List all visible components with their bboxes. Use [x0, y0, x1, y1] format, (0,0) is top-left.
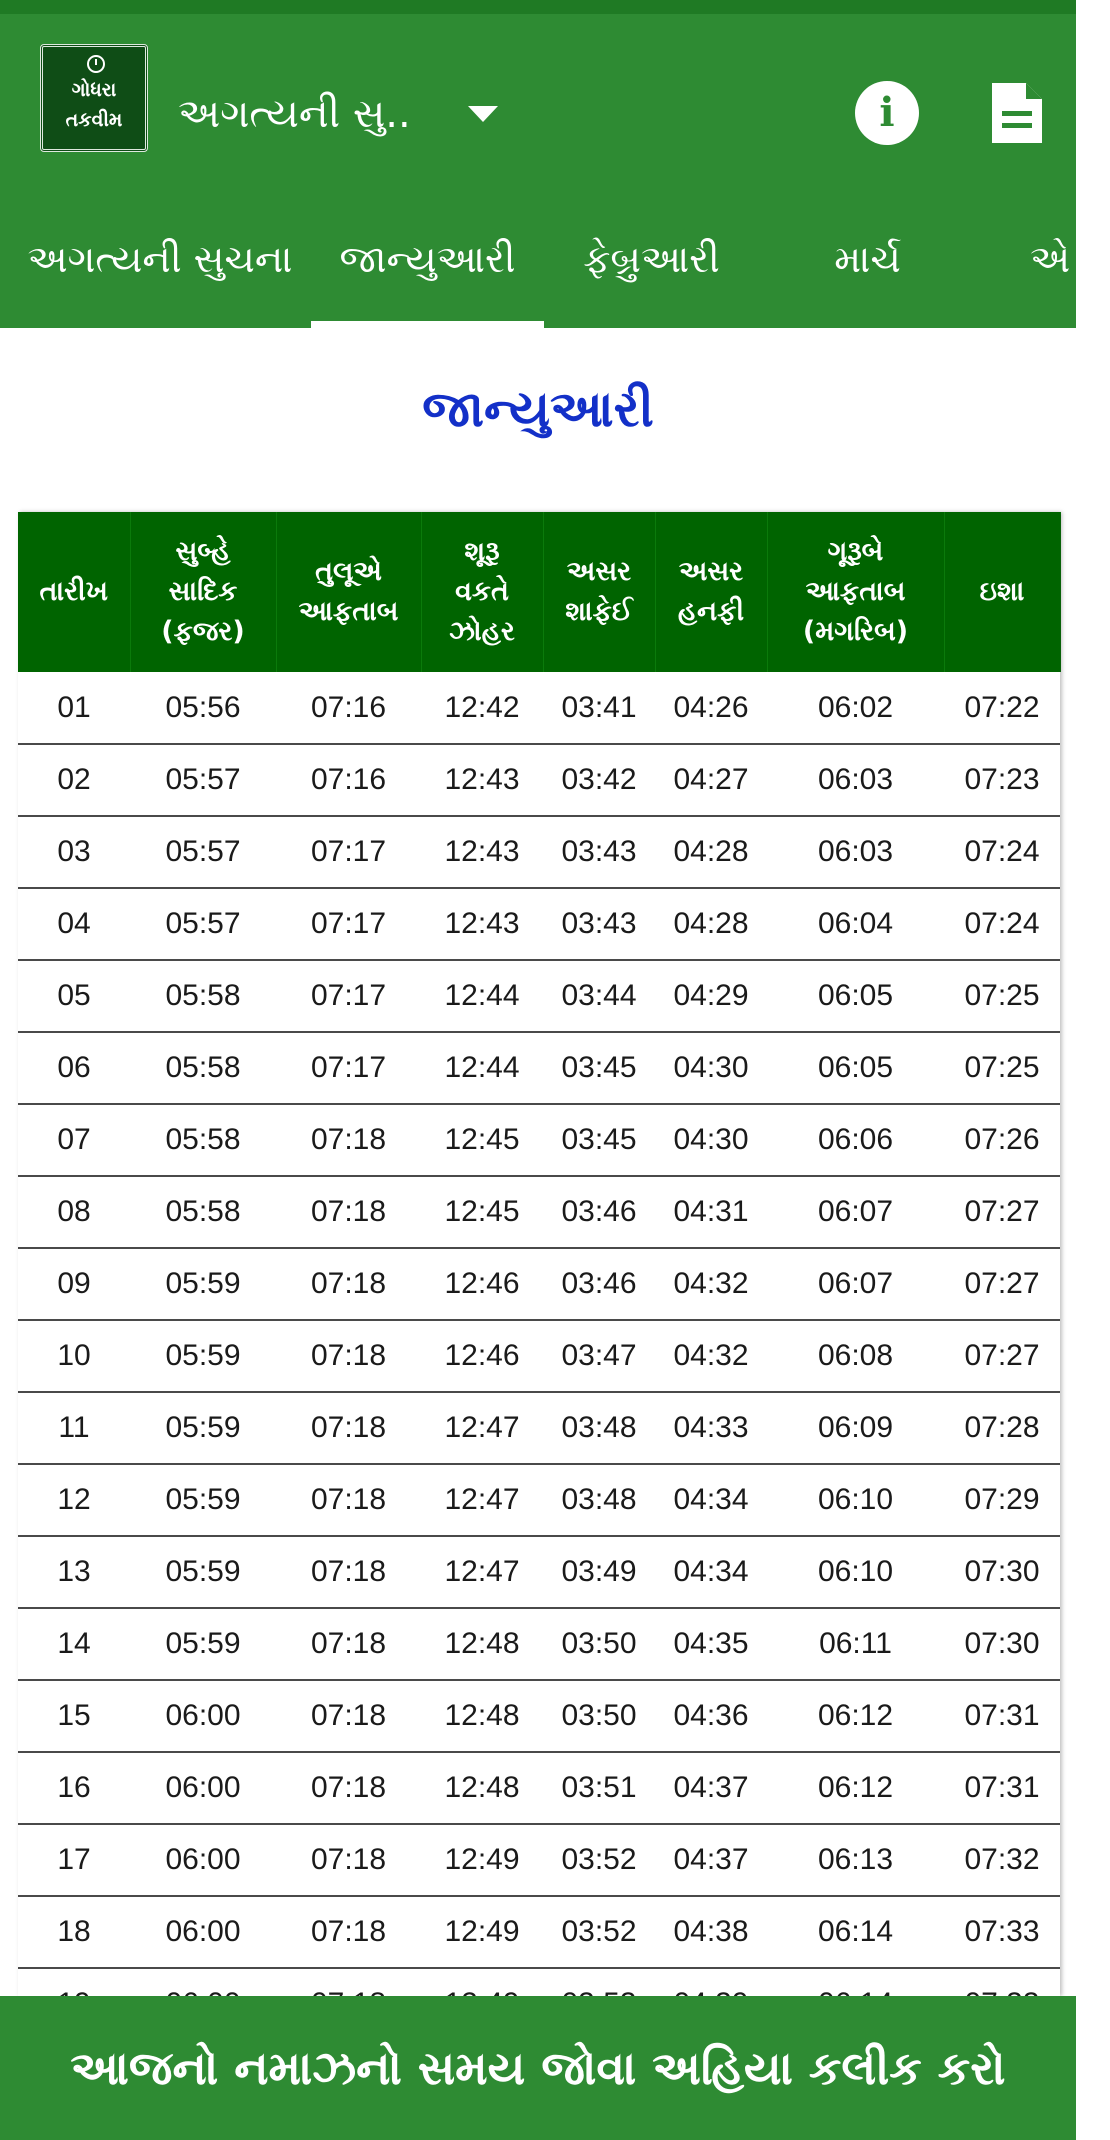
- table-cell: 03:52: [543, 1824, 655, 1896]
- table-cell: 07:18: [276, 1176, 421, 1248]
- table-cell: 07:17: [276, 960, 421, 1032]
- table-cell: 03:45: [543, 1104, 655, 1176]
- tab-april-partial[interactable]: એ: [1030, 237, 1071, 281]
- table-row: [18, 888, 1060, 960]
- table-cell: 03:46: [543, 1176, 655, 1248]
- column-header: શૂરૂ વકતે ઝોહર: [421, 512, 543, 672]
- table-cell: 06:08: [767, 1320, 944, 1392]
- table-row: [18, 1752, 1060, 1824]
- table-cell: 06:04: [767, 888, 944, 960]
- table-cell: 07:23: [944, 744, 1060, 816]
- table-cell: 12:48: [421, 1752, 543, 1824]
- table-row: [18, 1824, 1060, 1896]
- table-cell: 07:17: [276, 888, 421, 960]
- table-cell: 05:58: [130, 1104, 276, 1176]
- table-cell: 05:57: [130, 888, 276, 960]
- table-cell: 18: [18, 1896, 130, 1968]
- table-cell: 06:02: [767, 672, 944, 744]
- table-cell: 03:46: [543, 1248, 655, 1320]
- table-cell: 04:32: [655, 1320, 767, 1392]
- table-cell: 05:59: [130, 1320, 276, 1392]
- table-cell: 06:00: [130, 1680, 276, 1752]
- table-cell: 06:05: [767, 1032, 944, 1104]
- table-cell: 03:48: [543, 1464, 655, 1536]
- table-cell: 07:27: [944, 1248, 1060, 1320]
- table-cell: 04:28: [655, 888, 767, 960]
- table-cell: 06:07: [767, 1176, 944, 1248]
- prayer-times-table: [18, 512, 1061, 2041]
- table-row: [18, 1464, 1060, 1536]
- table-cell: 05: [18, 960, 130, 1032]
- table-cell: 07:30: [944, 1608, 1060, 1680]
- month-tab-bar: [0, 197, 1076, 328]
- table-cell: 12:43: [421, 744, 543, 816]
- table-cell: 06:14: [767, 1896, 944, 1968]
- table-cell: 03:41: [543, 672, 655, 744]
- table-row: [18, 1176, 1060, 1248]
- section-spinner[interactable]: અગત્યની સુ..: [178, 91, 411, 137]
- column-header: ઇશા: [944, 512, 1060, 672]
- table-cell: 06:09: [767, 1392, 944, 1464]
- table-cell: 04:29: [655, 960, 767, 1032]
- logo-text-line1: ગોધરા: [71, 79, 117, 101]
- table-cell: 03:50: [543, 1608, 655, 1680]
- table-cell: 04:35: [655, 1608, 767, 1680]
- column-header: ગૂરૂબે આફતાબ (મગરિબ): [767, 512, 944, 672]
- table-cell: 07:24: [944, 816, 1060, 888]
- table-cell: 06:07: [767, 1248, 944, 1320]
- table-row: [18, 816, 1060, 888]
- table-cell: 12:47: [421, 1464, 543, 1536]
- table-cell: 07:33: [944, 1896, 1060, 1968]
- table-cell: 12:45: [421, 1104, 543, 1176]
- table-cell: 04:28: [655, 816, 767, 888]
- table-cell: 12:49: [421, 1824, 543, 1896]
- table-row: [18, 744, 1060, 816]
- table-cell: 06:10: [767, 1464, 944, 1536]
- table-cell: 05:59: [130, 1608, 276, 1680]
- app-bar: [0, 14, 1076, 197]
- table-cell: 12:44: [421, 1032, 543, 1104]
- table-cell: 05:57: [130, 816, 276, 888]
- table-cell: 07:31: [944, 1680, 1060, 1752]
- table-cell: 16: [18, 1752, 130, 1824]
- table-cell: 11: [18, 1392, 130, 1464]
- table-cell: 03:43: [543, 888, 655, 960]
- table-cell: 06:05: [767, 960, 944, 1032]
- table-cell: 03:49: [543, 1536, 655, 1608]
- status-bar: [0, 0, 1076, 14]
- table-cell: 04:34: [655, 1536, 767, 1608]
- table-cell: 13: [18, 1536, 130, 1608]
- table-cell: 12:46: [421, 1248, 543, 1320]
- table-cell: 12:42: [421, 672, 543, 744]
- table-cell: 03: [18, 816, 130, 888]
- table-cell: 06:12: [767, 1752, 944, 1824]
- column-header: તારીખ: [18, 512, 130, 672]
- table-cell: 04:33: [655, 1392, 767, 1464]
- table-cell: 07:30: [944, 1536, 1060, 1608]
- table-row: [18, 1248, 1060, 1320]
- table-row: [18, 1608, 1060, 1680]
- clock-icon: [87, 55, 105, 73]
- table-cell: 15: [18, 1680, 130, 1752]
- table-cell: 06:06: [767, 1104, 944, 1176]
- column-header: તુલૂએ આફતાબ: [276, 512, 421, 672]
- table-cell: 12:44: [421, 960, 543, 1032]
- table-cell: 07:29: [944, 1464, 1060, 1536]
- view-today-prayer-time-button[interactable]: આજનો નમાઝનો સમય જોવા અહિયા કલીક કરો: [0, 1996, 1076, 2140]
- table-row: [18, 1392, 1060, 1464]
- table-cell: 03:43: [543, 816, 655, 888]
- table-cell: 06:13: [767, 1824, 944, 1896]
- app-logo: [40, 44, 148, 152]
- table-body: [18, 672, 1060, 2040]
- table-cell: 05:59: [130, 1248, 276, 1320]
- table-cell: 12:46: [421, 1320, 543, 1392]
- table-cell: 07:27: [944, 1320, 1060, 1392]
- tab-important-notice[interactable]: અગત્યની સુચના: [27, 237, 293, 281]
- table-cell: 07:18: [276, 1536, 421, 1608]
- column-header: સુબ્હે સાદિક (ફજર): [130, 512, 276, 672]
- table-cell: 04:37: [655, 1824, 767, 1896]
- table-cell: 06:00: [130, 1896, 276, 1968]
- table-cell: 08: [18, 1176, 130, 1248]
- table-cell: 10: [18, 1320, 130, 1392]
- table-cell: 07:24: [944, 888, 1060, 960]
- table-cell: 07:18: [276, 1320, 421, 1392]
- table-cell: 03:44: [543, 960, 655, 1032]
- table-cell: 07:17: [276, 1032, 421, 1104]
- table-cell: 04:26: [655, 672, 767, 744]
- table-cell: 04:37: [655, 1752, 767, 1824]
- table-cell: 07:18: [276, 1104, 421, 1176]
- table-cell: 05:59: [130, 1536, 276, 1608]
- table-cell: 04:32: [655, 1248, 767, 1320]
- table-cell: 07:18: [276, 1608, 421, 1680]
- table-cell: 07:26: [944, 1104, 1060, 1176]
- info-icon[interactable]: i: [855, 81, 919, 145]
- table-cell: 12:48: [421, 1608, 543, 1680]
- table-cell: 07:25: [944, 1032, 1060, 1104]
- table-cell: 04:38: [655, 1896, 767, 1968]
- table-cell: 07:18: [276, 1464, 421, 1536]
- table-cell: 07:16: [276, 672, 421, 744]
- dropdown-caret-icon[interactable]: [468, 106, 498, 122]
- table-cell: 03:42: [543, 744, 655, 816]
- table-cell: 05:58: [130, 1032, 276, 1104]
- table-cell: 06:03: [767, 744, 944, 816]
- table-row: [18, 1032, 1060, 1104]
- table-cell: 07:16: [276, 744, 421, 816]
- table-cell: 06:00: [130, 1752, 276, 1824]
- table-cell: 04:36: [655, 1680, 767, 1752]
- table-cell: 07:18: [276, 1392, 421, 1464]
- table-cell: 07:32: [944, 1824, 1060, 1896]
- table-cell: 14: [18, 1608, 130, 1680]
- table-cell: 05:58: [130, 1176, 276, 1248]
- document-icon[interactable]: [988, 79, 1046, 147]
- column-header: અસર શાફેઈ: [543, 512, 655, 672]
- table-cell: 02: [18, 744, 130, 816]
- table-cell: 04:30: [655, 1032, 767, 1104]
- table-cell: 06:03: [767, 816, 944, 888]
- tab-march[interactable]: માર્ચ: [834, 237, 901, 281]
- table-row: [18, 1104, 1060, 1176]
- table-cell: 12:47: [421, 1392, 543, 1464]
- table-cell: 12:47: [421, 1536, 543, 1608]
- column-header: અસર હનફી: [655, 512, 767, 672]
- table-cell: 07:25: [944, 960, 1060, 1032]
- table-cell: 06:12: [767, 1680, 944, 1752]
- tab-january[interactable]: જાન્યુઆરી: [311, 197, 544, 328]
- tab-february[interactable]: ફેબ્રુઆરી: [583, 237, 720, 281]
- table-cell: 07:18: [276, 1896, 421, 1968]
- table-cell: 03:51: [543, 1752, 655, 1824]
- prayer-times-table-container[interactable]: [18, 512, 1060, 1996]
- table-cell: 04:27: [655, 744, 767, 816]
- table-cell: 12:49: [421, 1896, 543, 1968]
- table-row: [18, 960, 1060, 1032]
- table-cell: 06:10: [767, 1536, 944, 1608]
- table-cell: 07: [18, 1104, 130, 1176]
- table-cell: 05:59: [130, 1392, 276, 1464]
- month-title: જાન્યુઆરી: [422, 380, 654, 438]
- table-cell: 07:18: [276, 1824, 421, 1896]
- table-cell: 03:52: [543, 1896, 655, 1968]
- table-cell: 12:43: [421, 816, 543, 888]
- table-cell: 17: [18, 1824, 130, 1896]
- table-cell: 01: [18, 672, 130, 744]
- table-header-row: [18, 512, 1060, 672]
- table-row: [18, 672, 1060, 744]
- table-cell: 12:43: [421, 888, 543, 960]
- table-cell: 09: [18, 1248, 130, 1320]
- table-cell: 06: [18, 1032, 130, 1104]
- table-cell: 04:30: [655, 1104, 767, 1176]
- table-cell: 07:27: [944, 1176, 1060, 1248]
- table-cell: 05:58: [130, 960, 276, 1032]
- table-cell: 03:47: [543, 1320, 655, 1392]
- table-cell: 12:48: [421, 1680, 543, 1752]
- table-cell: 03:45: [543, 1032, 655, 1104]
- table-cell: 07:31: [944, 1752, 1060, 1824]
- table-cell: 07:18: [276, 1752, 421, 1824]
- table-cell: 05:57: [130, 744, 276, 816]
- table-cell: 04:34: [655, 1464, 767, 1536]
- table-cell: 04:31: [655, 1176, 767, 1248]
- table-cell: 06:11: [767, 1608, 944, 1680]
- table-row: [18, 1680, 1060, 1752]
- table-cell: 12: [18, 1464, 130, 1536]
- table-cell: 05:59: [130, 1464, 276, 1536]
- table-row: [18, 1896, 1060, 1968]
- table-cell: 07:22: [944, 672, 1060, 744]
- table-row: [18, 1536, 1060, 1608]
- table-row: [18, 1320, 1060, 1392]
- table-cell: 07:28: [944, 1392, 1060, 1464]
- table-cell: 03:50: [543, 1680, 655, 1752]
- table-cell: 04: [18, 888, 130, 960]
- table-cell: 12:45: [421, 1176, 543, 1248]
- table-cell: 07:18: [276, 1248, 421, 1320]
- table-cell: 06:00: [130, 1824, 276, 1896]
- table-cell: 07:18: [276, 1680, 421, 1752]
- table-cell: 07:17: [276, 816, 421, 888]
- table-cell: 05:56: [130, 672, 276, 744]
- logo-text-line2: તકવીમ: [65, 109, 123, 131]
- table-cell: 03:48: [543, 1392, 655, 1464]
